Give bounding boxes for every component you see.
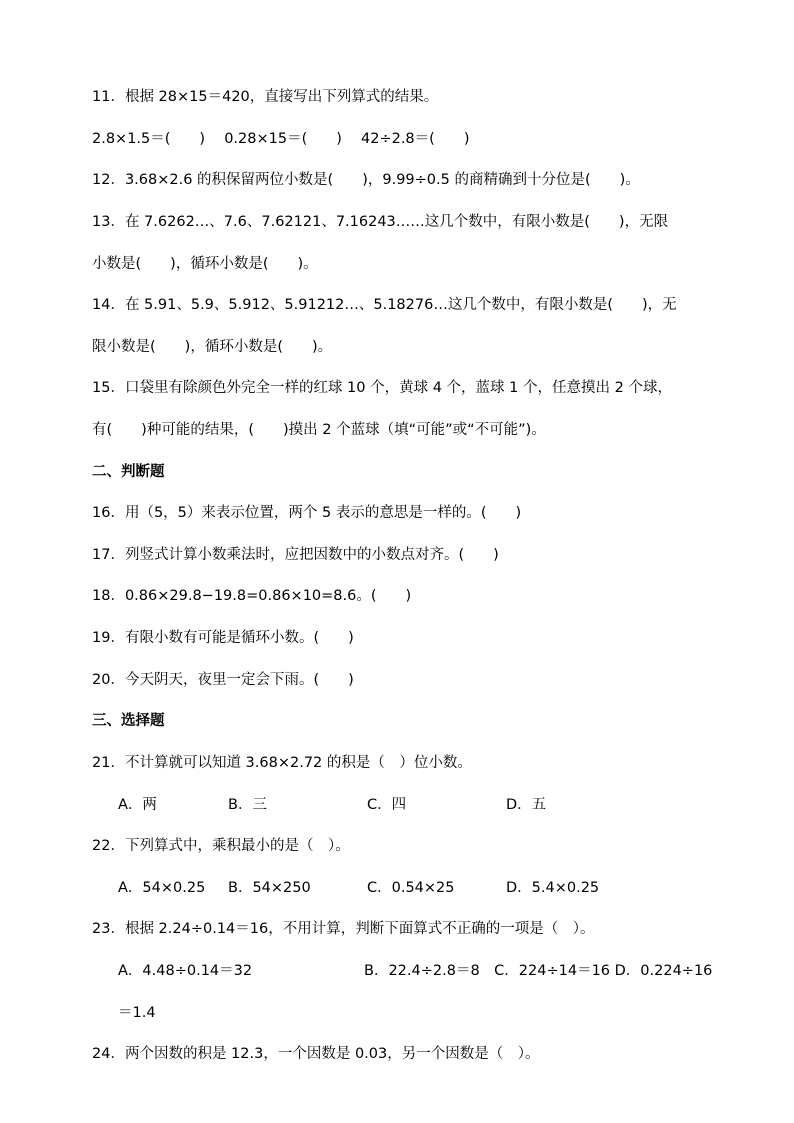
question-20-text: 20．今天阴天，夜里一定会下雨。( ): [92, 672, 354, 688]
question-23-option-d-continued: ＝1.4: [118, 1005, 156, 1021]
question-22-option-a: A．54×0.25: [118, 880, 206, 896]
question-11-expressions: 2.8×1.5＝( ) 0.28×15＝( ) 42÷2.8＝( ): [92, 131, 470, 147]
question-22-option-c: C．0.54×25: [367, 880, 455, 896]
question-15-text-line1: 15．口袋里有除颜色外完全一样的红球 10 个，黄球 4 个，蓝球 1 个，任意摸出 2 个球，: [92, 380, 672, 396]
question-21-option-b: B．三: [228, 797, 267, 813]
question-23-options-b-c-d: B．22.4÷2.8＝8 C．224÷14＝16 D．0.224÷16: [364, 963, 713, 979]
question-19-text: 19．有限小数有可能是循环小数。( ): [92, 630, 354, 646]
question-23-text: 23．根据 2.24÷0.14＝16，不用计算，判断下面算式不正确的一项是（ ）。: [92, 921, 595, 937]
question-15-text-line2: 有( )种可能的结果，( )摸出 2 个蓝球（填“可能”或“不可能”)。: [92, 422, 546, 438]
question-22-option-d: D．5.4×0.25: [506, 880, 600, 896]
question-22-option-b: B．54×250: [228, 880, 311, 896]
question-18-text: 18．0.86×29.8−19.8=0.86×10=8.6。( ): [92, 588, 412, 604]
question-16-text: 16．用（5，5）来表示位置，两个 5 表示的意思是一样的。( ): [92, 505, 522, 521]
question-21-option-c: C．四: [367, 797, 407, 813]
question-13-text-line1: 13．在 7.6262…、7.6、7.62121、7.16243……这几个数中，有限小数是( )，无限: [92, 214, 669, 230]
question-14-text-line1: 14．在 5.91、5.9、5.912、5.91212…、5.18276…这几个数中，有限小数是( )，无: [92, 297, 677, 313]
question-24-text: 24．两个因数的积是 12.3，一个因数是 0.03，另一个因数是（ ）。: [92, 1046, 540, 1062]
question-21-text: 21．不计算就可以知道 3.68×2.72 的积是（ ）位小数。: [92, 755, 472, 771]
question-11-text: 11．根据 28×15＝420，直接写出下列算式的结果。: [92, 89, 439, 105]
question-17-text: 17．列竖式计算小数乘法时，应把因数中的小数点对齐。( ): [92, 547, 499, 563]
question-23-option-a: A．4.48÷0.14＝32: [118, 963, 253, 979]
question-12-text: 12．3.68×2.6 的积保留两位小数是( )，9.99÷0.5 的商精确到十分位是( )。: [92, 172, 640, 188]
section-heading-judgement: 二、判断题: [92, 464, 165, 480]
section-heading-choice: 三、选择题: [92, 713, 165, 729]
question-22-text: 22．下列算式中，乘积最小的是（ ）。: [92, 838, 350, 854]
question-14-text-line2: 限小数是( )，循环小数是( )。: [92, 339, 333, 355]
question-21-option-d: D．五: [506, 797, 547, 813]
question-13-text-line2: 小数是( )，循环小数是( )。: [92, 256, 318, 272]
question-21-option-a: A．两: [118, 797, 157, 813]
